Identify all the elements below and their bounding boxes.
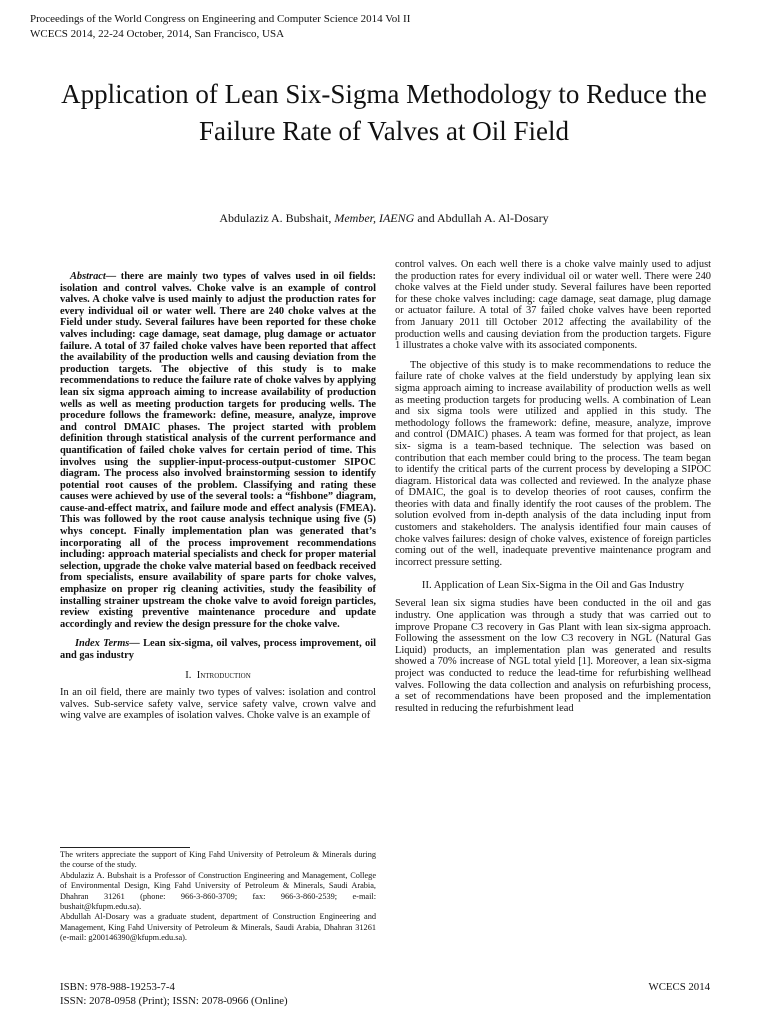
author-line [0,211,768,226]
abstract [60,271,376,630]
footnote-rule [60,847,190,848]
abstract-text: there are mainly two types of valves used in oil fields: isolation and control valves. Choke valve is an example of control valves. A choke valve is used mainly to adjust the production rates for every individual oil or water well. There are 240 choke valves at the Field under study. Several failures have been reported for these choke valves including: cage damage, seat damage, plug damage or actuator failure. A total of 37 failed choke valves have been reported that affect the availability of the production wells and causing deviation from the production targets. The objective of this study is to make recommendations to reduce the failure rate of choke valves by applying lean six sigma approach aiming to increase availability of production wells as well as meeting production targets for producing wells. The procedure follows the framework: define, measure, analyze, improve and control DMAIC phases. The project started with problem definition through statistical analysis of the current performance and quantification of failed choke valves for certain period of time. This involves using the supplier-input-process-output-customer SIPOC diagram. The process also involved brainstorming session to identify potential root causes of the problem. Classifying and rating these causes were achieved by use of the several tools: a “fishbone” diagram, cause-and-effect matrix, and failure mode and effect analysis (FMEA). This was followed by the root cause analysis technique using five (5) whys concept. Finally implementation plan was generated that’s incorporating all of the process improvement recommendations including: approach material specialists and check for proper material selection, upgrade the choke valve material based on feedback received from specialists, ensure availability of spare parts for choke valves, emphasize on proper rig cleaning activities, study the feasibility of installing strainer upstream the choke valve to avoid foreign particles, review existing preventive maintenance procedure and update accordingly and review the design pressure for the choke valve. [60,271,376,630]
author-2: and Abdullah A. Al-Dosary [417,211,549,225]
right-paragraph-2: The objective of this study is to make recommendations to reduce the failure rate of choke valves at the field understudy by applying lean six sigma approach aiming to increase availability of production wells as well as meeting production targets for producing wells. A combination of Lean and six sigma tools were utilized and applied in this study. The methodology follows the framework: define, measure, analyze, improve and control (DMAIC) phases. A team was formed for that project, as lean six- sigma is a team-based technique. The selection was based on contribution that each member could bring to the process. The team began to identify the critical parts of the current process by developing a SIPOC diagram. Historical data was collected and reviewed. In the analyze phase of DMAIC, the goal is to develop theories of root causes, confirm the theories with data and finally identify the root causes of the problem. The solution evolved from in-depth analysis of the data including input from customers and stakeholders. The analysis identified four main causes of choke valves failures: design of choke valves, existence of foreign particles coming out of the well, inadequate preventive maintenance program and incorrect pressure setting. [395,359,711,568]
footer-issn: ISSN: 2078-0958 (Print); ISSN: 2078-0966 (Online) [60,995,288,1007]
header-conference: WCECS 2014, 22-24 October, 2014, San Francisco, USA [30,28,285,40]
header-proceedings: Proceedings of the World Congress on Engineering and Computer Science 2014 Vol II [30,13,411,25]
footnote-author-2: Abdullah Al-Dosary was a graduate student, department of Construction Engineering and Management, King Fahd University of Petroleum & Minerals, Saudi Arabia, Dhahran 31261 (e-mail: g200146390@kfupm.edu.sa). [60,912,376,943]
footnote-author-1: Abdulaziz A. Bubshait is a Professor of Construction Engineering and Management, College of Environmental Design, King Fahd University of Petroleum & Minerals, Saudi Arabia, Dhahran 31261 (phone: 966-3-860-3709; fax: 966-3-860-2539; e-mail: bushait@kfupm.edu.sa). [60,870,376,912]
paper-title: Application of Lean Six-Sigma Methodology to Reduce the Failure Rate of Valves at Oil Field [61,79,707,146]
footnotes [60,850,376,944]
index-terms-label: Index Terms— [75,638,140,650]
footer-left [60,980,288,1008]
section-heading-application: II. Application of Lean Six-Sigma in the Oil and Gas Industry [421,580,685,592]
intro-paragraph: In an oil field, there are mainly two types of valves: isolation and control valves. Sub-service safety valve, service safety valve, crown valve and wing valve are examples of isolation valves. Choke valve is an example of [60,687,376,722]
right-paragraph-3: Several lean six sigma studies have been conducted in the oil and gas industry. One application was through a study that was carried out to improve Propane C3 recovery in Gas Plant with lean six-sigma approach. Following the assessment on the low C3 recovery in NGL (Natural Gas Liquid) products, an implementation plan was generated and results showed a 70% increase of NGL total yield [1]. Moreover, a lean six-sigma project was conducted to reduce the lead-time for refurbishing wellhead valves. Following the data collection and analysis on refurbishing process, a set of recommendations have been proposed and the implementation resulted in reducing the refurbishment lead [395,598,711,714]
right-paragraph-1: control valves. On each well there is a choke valve mainly used to adjust the production rates for every individual oil or water well. There were 240 choke valves at the Field under study. Several failures have been reported for these choke valves including: cage damage, seat damage, plug damage or actuator failure. A total of 37 failed choke valves have been reported from January 2011 till October 2012 affecting the availability of the production wells and causing deviation from the production targets. Figure 1 illustrates a choke valve with its associated components. [395,259,711,352]
footnote-acknowledgement: The writers appreciate the support of King Fahd University of Petroleum & Minerals during the course of the study. [60,850,376,870]
index-terms [60,638,376,661]
index-terms-text: Lean six-sigma, oil valves, process improvement, oil and gas industry [60,638,376,661]
author-1: Abdulaziz A. Bubshait, [219,211,332,225]
author-membership: Member, IAENG [334,211,415,225]
running-header [30,12,410,42]
section-heading-introduction: I. Introduction [185,669,251,681]
left-column [60,271,376,722]
footer-isbn: ISBN: 978-988-19253-7-4 [60,981,175,993]
footer-conference: WCECS 2014 [648,981,710,993]
abstract-label: Abstract— [70,271,117,282]
right-column [395,259,711,714]
